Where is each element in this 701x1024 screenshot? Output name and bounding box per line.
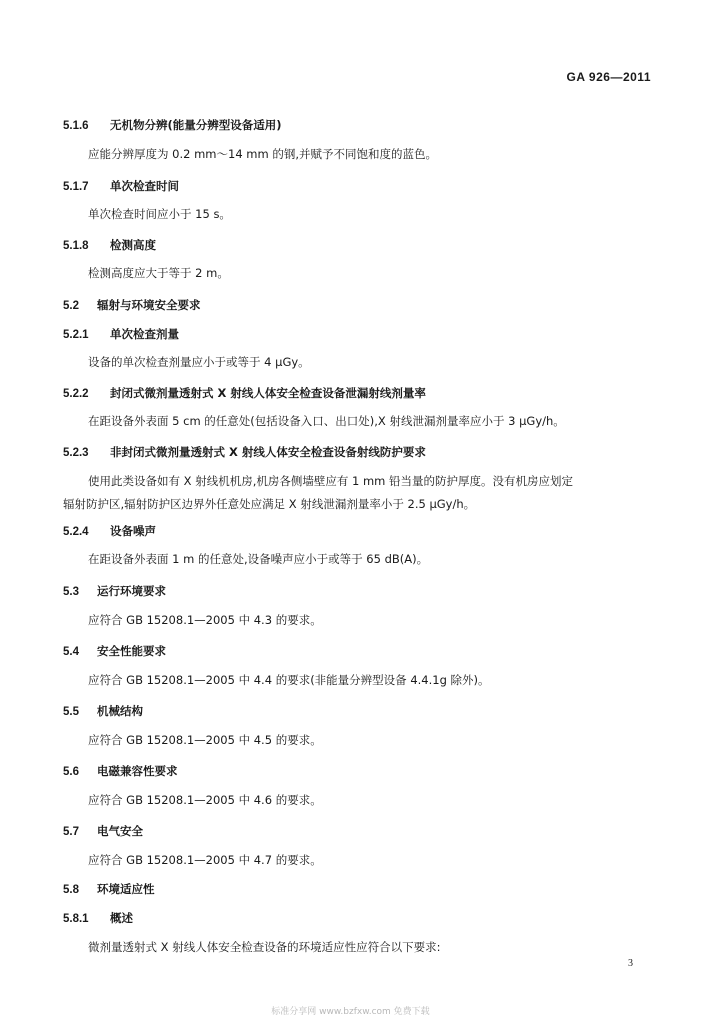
paragraph: 应符合 GB 15208.1—2005 中 4.6 的要求。	[88, 793, 322, 807]
paragraph: 微剂量透射式 X 射线人体安全检查设备的环境适应性应符合以下要求:	[88, 940, 441, 954]
section-number: 5.3	[63, 586, 79, 598]
section-number: 5.1.8	[63, 240, 89, 252]
section-heading	[63, 583, 166, 599]
section-title: 封闭式微剂量透射式 X 射线人体安全检查设备泄漏射线剂量率	[110, 386, 426, 400]
section-heading	[63, 444, 426, 460]
section-heading	[63, 237, 156, 253]
section-number: 5.4	[63, 646, 79, 658]
section-heading	[63, 523, 156, 539]
section-number: 5.8.1	[63, 913, 89, 925]
section-number: 5.1.6	[63, 120, 89, 132]
section-title: 设备噪声	[110, 524, 156, 538]
section-number: 5.7	[63, 826, 79, 838]
section-number: 5.2.1	[63, 329, 89, 341]
section-title: 单次检查时间	[110, 179, 179, 193]
paragraph: 应符合 GB 15208.1—2005 中 4.3 的要求。	[88, 613, 322, 627]
paragraph-line-2: 辐射防护区,辐射防护区边界外任意处应满足 X 射线泄漏剂量率小于 2.5 μGy/h。	[63, 497, 476, 511]
watermark-text: 标准分享网 www.bzfxw.com 免费下载	[271, 1007, 430, 1017]
section-number: 5.8	[63, 884, 79, 896]
paragraph-line-1: 使用此类设备如有 X 射线机机房,机房各侧墙壁应有 1 mm 铅当量的防护厚度。没有机房应划定	[88, 474, 574, 488]
section-number: 5.2.4	[63, 526, 89, 538]
paragraph: 应符合 GB 15208.1—2005 中 4.4 的要求(非能量分辨型设备 4.4.1g 除外)。	[88, 673, 490, 687]
paragraph: 在距设备外表面 5 cm 的任意处(包括设备入口、出口处),X 射线泄漏剂量率应小于 3 μGy/h。	[88, 414, 565, 428]
section-title: 辐射与环境安全要求	[97, 298, 201, 312]
section-title: 电磁兼容性要求	[97, 764, 178, 778]
section-title: 安全性能要求	[97, 644, 166, 658]
section-number: 5.2.2	[63, 388, 89, 400]
section-title: 电气安全	[97, 824, 143, 838]
section-heading	[63, 297, 201, 313]
section-number: 5.6	[63, 766, 79, 778]
section-heading	[63, 117, 282, 133]
paragraph: 单次检查时间应小于 15 s。	[88, 207, 231, 221]
section-title: 单次检查剂量	[110, 327, 179, 341]
section-number: 5.2	[63, 300, 79, 312]
section-heading	[63, 881, 155, 897]
section-heading	[63, 763, 178, 779]
page-number: 3	[628, 958, 633, 969]
section-title: 环境适应性	[97, 882, 155, 896]
section-heading	[63, 910, 133, 926]
section-number: 5.5	[63, 706, 79, 718]
section-heading	[63, 326, 179, 342]
section-number: 5.2.3	[63, 447, 89, 459]
section-title: 机械结构	[97, 704, 143, 718]
paragraph: 应能分辨厚度为 0.2 mm～14 mm 的钢,并赋予不同饱和度的蓝色。	[88, 147, 438, 161]
section-heading	[63, 385, 426, 401]
paragraph: 在距设备外表面 1 m 的任意处,设备噪声应小于或等于 65 dB(A)。	[88, 552, 429, 566]
paragraph: 检测高度应大于等于 2 m。	[88, 266, 229, 280]
section-heading	[63, 703, 143, 719]
section-number: 5.1.7	[63, 181, 89, 193]
paragraph: 应符合 GB 15208.1—2005 中 4.7 的要求。	[88, 853, 322, 867]
section-title: 无机物分辨(能量分辨型设备适用)	[110, 118, 282, 132]
section-title: 非封闭式微剂量透射式 X 射线人体安全检查设备射线防护要求	[110, 445, 426, 459]
paragraph: 设备的单次检查剂量应小于或等于 4 μGy。	[88, 355, 310, 369]
standard-code: GA 926—2011	[566, 70, 651, 84]
section-heading	[63, 178, 179, 194]
section-heading	[63, 643, 166, 659]
section-title: 运行环境要求	[97, 584, 166, 598]
section-heading	[63, 823, 143, 839]
section-title: 概述	[110, 911, 133, 925]
section-title: 检测高度	[110, 238, 156, 252]
paragraph: 应符合 GB 15208.1—2005 中 4.5 的要求。	[88, 733, 322, 747]
